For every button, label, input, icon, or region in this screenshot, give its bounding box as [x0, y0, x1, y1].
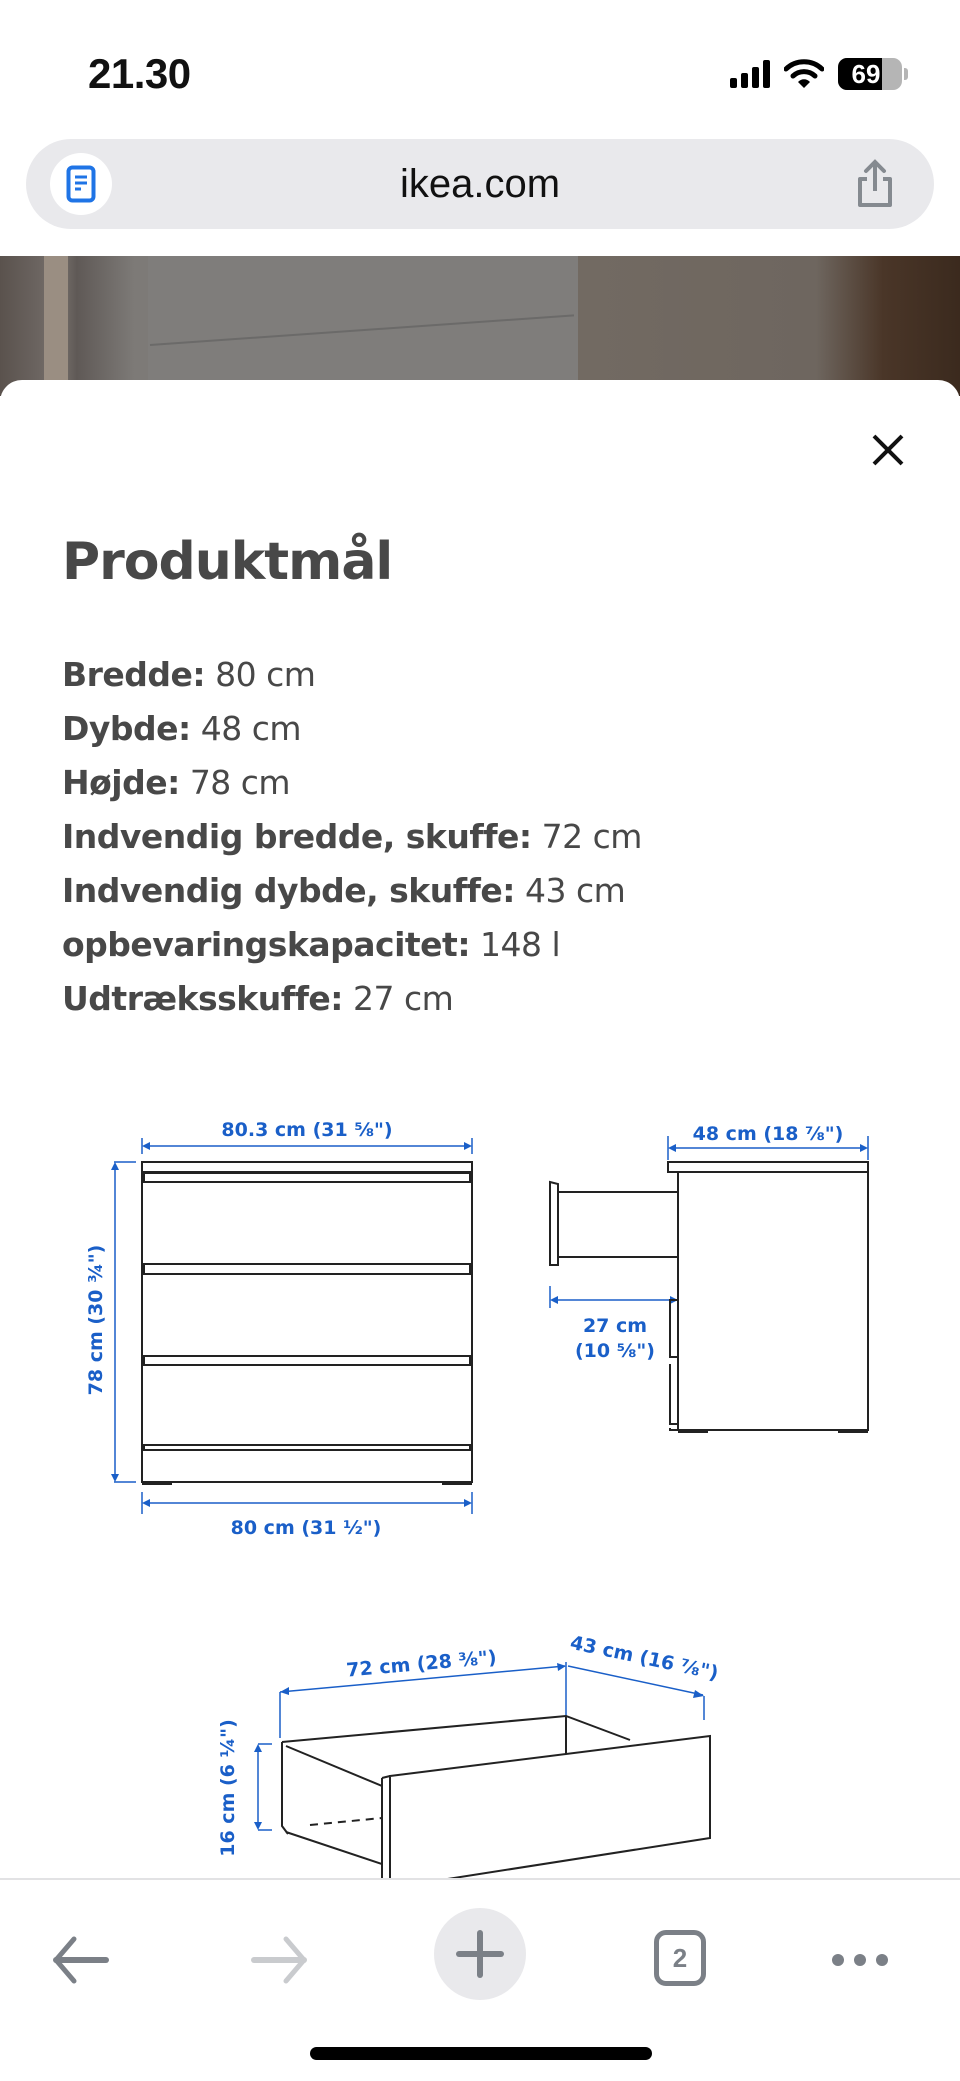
forward-button[interactable] — [240, 1920, 320, 2000]
address-bar[interactable] — [26, 139, 934, 229]
battery-icon — [838, 58, 902, 90]
back-button[interactable] — [40, 1920, 120, 2000]
spec-depth: Dybde: 48 cm — [62, 709, 302, 748]
spec-width: Bredde: 80 cm — [62, 655, 316, 694]
drawer-extension-label-2: (10 ⅝") — [575, 1340, 655, 1362]
close-button[interactable] — [866, 428, 910, 472]
home-indicator[interactable] — [310, 2047, 652, 2060]
share-icon — [850, 159, 900, 209]
url-text[interactable]: ikea.com — [399, 161, 561, 206]
product-image-background — [0, 256, 960, 396]
wifi-icon — [784, 59, 824, 89]
drawer-height-label: 16 cm (6 ¼") — [217, 1719, 239, 1857]
front-bottom-width-label: 80 cm (31 ½") — [230, 1517, 382, 1539]
spec-inner-drawer-width: Indvendig bredde, skuffe: 72 cm — [62, 817, 642, 856]
modal-title: Produktmål — [62, 532, 393, 592]
arrow-right-icon — [250, 1935, 310, 1985]
spec-drawer-extension: Udtræksskuffe: 27 cm — [62, 979, 454, 1018]
spec-height: Højde: 78 cm — [62, 763, 291, 802]
new-tab-button[interactable] — [434, 1908, 526, 2000]
status-time: 21.30 — [88, 50, 191, 97]
side-view-diagram — [540, 1120, 880, 1500]
spec-inner-drawer-depth: Indvendig dybde, skuffe: 43 cm — [62, 871, 626, 910]
drawer-diagram — [210, 1620, 770, 1880]
cellular-signal-icon — [730, 60, 770, 88]
battery-cap — [904, 68, 908, 80]
status-icons — [730, 58, 908, 90]
ellipsis-icon — [830, 1950, 890, 1970]
more-button[interactable] — [820, 1920, 900, 2000]
arrow-left-icon — [50, 1935, 110, 1985]
front-top-width-label: 80.3 cm (31 ⅝") — [221, 1120, 393, 1141]
drawer-width-label: 72 cm (28 ⅜") — [345, 1646, 498, 1682]
close-icon — [870, 432, 906, 468]
drawer-depth-label: 43 cm (16 ⅞") — [568, 1631, 721, 1685]
tab-count-icon: 2 — [654, 1930, 706, 1986]
plus-icon — [455, 1929, 505, 1979]
front-view-diagram — [70, 1120, 490, 1550]
spec-storage-capacity: opbevaringskapacitet: 148 l — [62, 925, 561, 964]
side-depth-label: 48 cm (18 ⅞") — [692, 1123, 844, 1145]
dimensions-list — [62, 648, 642, 1026]
dimensions-modal — [0, 380, 960, 1880]
battery-percent: 69 — [851, 58, 881, 89]
share-button[interactable] — [850, 159, 900, 209]
status-bar — [0, 0, 960, 125]
drawer-extension-label-1: 27 cm — [582, 1315, 648, 1337]
front-height-label: 78 cm (30 ¾") — [85, 1244, 107, 1396]
tabs-button[interactable] — [640, 1918, 720, 1998]
